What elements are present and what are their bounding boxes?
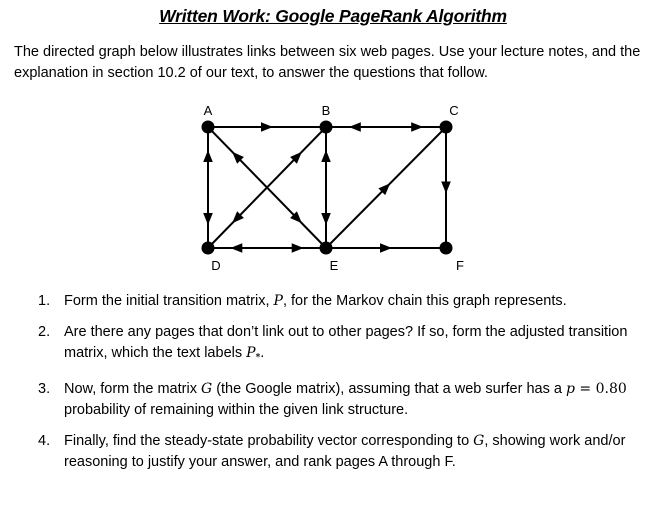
question-2: 2. Are there any pages that don’t link out to other pages? If so, form the adjusted transition matrix, which the text labels $P_*$. xyxy=(38,322,648,369)
node-label-B: B xyxy=(321,103,331,118)
question-number: 4. xyxy=(38,433,51,449)
node-D xyxy=(202,242,215,255)
question-3: 3. Now, form the matrix G (the Google matrix), assuming that a web surfer has a p = 0.80 probability of remaining within the given link structure. xyxy=(38,379,648,421)
arrow-E-to-A-icon xyxy=(232,152,244,164)
arrow-D-to-E-icon xyxy=(292,243,304,253)
arrow-E-to-D-icon xyxy=(230,243,242,253)
arrow-D-to-B-icon xyxy=(290,152,302,164)
arrow-A-to-B-icon xyxy=(261,122,273,132)
node-E xyxy=(320,242,333,255)
arrow-E-to-B-icon xyxy=(321,150,331,162)
edge-B-D xyxy=(208,127,326,248)
arrow-C-to-F-icon xyxy=(441,182,451,194)
page-title: Written Work: Google PageRank Algorithm xyxy=(159,6,507,26)
node-F xyxy=(440,242,453,255)
symbol-P: P xyxy=(273,293,283,309)
arrow-B-to-E-icon xyxy=(321,213,331,225)
node-B xyxy=(320,121,333,134)
arrow-C-to-B-icon xyxy=(349,122,361,132)
edge-C-E xyxy=(326,127,446,248)
arrow-E-to-C-icon xyxy=(378,183,390,195)
edge-A-E xyxy=(208,127,326,248)
question-number: 2. xyxy=(38,324,51,340)
symbol-G: G xyxy=(473,433,485,449)
symbol-P-star: $P_*$ xyxy=(246,345,261,363)
equation-value: = 0.80 xyxy=(574,381,627,397)
arrow-B-to-D-icon xyxy=(232,211,244,223)
symbol-p: p xyxy=(565,381,575,397)
arrow-B-to-C-icon xyxy=(411,122,423,132)
arrow-E-to-F-icon xyxy=(380,243,392,253)
question-number: 1. xyxy=(38,293,51,309)
arrow-A-to-D-icon xyxy=(203,213,213,225)
node-label-F: F xyxy=(456,258,464,273)
intro-paragraph: The directed graph below illustrates links between six web pages. Use your lecture notes, and the explanation in section 10.2 of our text, to answer the questions that follow. xyxy=(14,44,641,81)
question-list xyxy=(38,291,648,483)
arrow-D-to-A-icon xyxy=(203,150,213,162)
node-label-C: C xyxy=(449,103,459,118)
symbol-G: G xyxy=(200,381,213,397)
question-1: 1. Form the initial transition matrix, P, for the Markov chain this graph represents. xyxy=(38,291,648,312)
node-label-A: A xyxy=(203,103,213,118)
node-label-D: D xyxy=(211,258,221,273)
question-4: 4. Finally, find the steady-state probability vector corresponding to G, showing work and/or reasoning to justify your answer, and rank pages A through F. xyxy=(38,431,648,473)
node-label-E: E xyxy=(329,258,339,273)
node-C xyxy=(440,121,453,134)
question-number: 3. xyxy=(38,381,51,397)
arrow-A-to-E-icon xyxy=(290,211,302,223)
node-A xyxy=(202,121,215,134)
